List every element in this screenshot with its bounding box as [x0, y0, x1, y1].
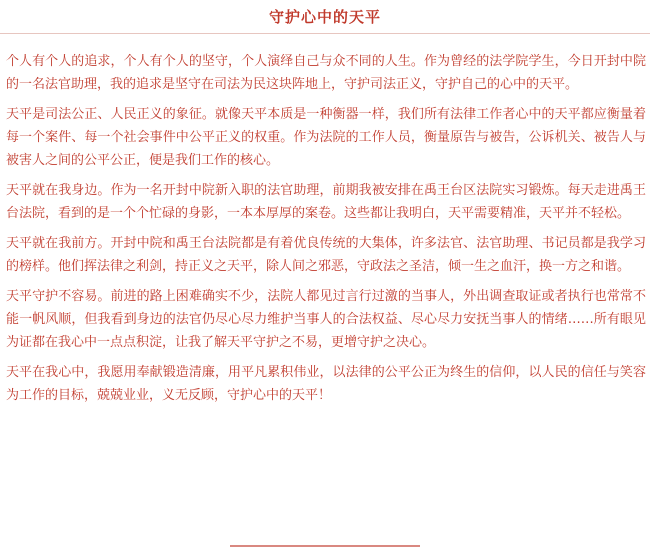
paragraph-6: 天平在我心中，我愿用奉献锻造清廉，用平凡累积伟业，以法律的公平公正为终生的信仰，以人民的信任与笑容为工作的目标，兢兢业业，义无反顾，守护心中的天平！	[6, 365, 646, 403]
article-title: 守护心中的天平	[268, 8, 381, 26]
paragraph-2: 天平是司法公正、人民正义的象征。就像天平本质是一种衡器一样，我们所有法律工作者心中的天平都应衡量着每一个案件、每一个社会事件中公平正义的权重。作为法院的工作人员，衡量原告与被告，公诉机关、被告人与被害人之间的公平公正，便是我们工作的核心。	[6, 107, 646, 168]
paragraph-4: 天平就在我前方。开封中院和禹王台法院都是有着优良传统的大集体，许多法官、法官助理、书记员都是我学习的榜样。他们挥法律之利剑，持正义之天平，除人间之邪恶，守政法之圣洁，倾一生之血汗，换一方之和谐。	[6, 236, 646, 274]
title-divider	[0, 33, 650, 34]
paragraph-1: 个人有个人的追求，个人有个人的坚守，个人演绎自己与众不同的人生。作为曾经的法学院学生，今日开封中院的一名法官助理，我的追求是坚守在司法为民这块阵地上，守护司法正义，守护自己的心中的天平。	[6, 54, 646, 92]
paragraph-3: 天平就在我身边。作为一名开封中院新入职的法官助理，前期我被安排在禹王台区法院实习锻炼。每天走进禹王台法院，看到的是一个个忙碌的身影，一本本厚厚的案卷。这些都让我明白，天平需要精准，天平并不轻松。	[6, 183, 646, 221]
article-body	[6, 50, 646, 414]
paragraph-5: 天平守护不容易。前进的路上困难确实不少，法院人都见过言行过激的当事人，外出调查取证或者执行也常常不能一帆风顺，但我看到身边的法官仍尽心尽力维护当事人的合法权益、尽心尽力安抚当事人的情绪……所有眼见为证都在我心中一点点积淀，让我了解天平守护之不易，更增守护之决心。	[6, 289, 646, 350]
bottom-divider	[230, 545, 420, 547]
